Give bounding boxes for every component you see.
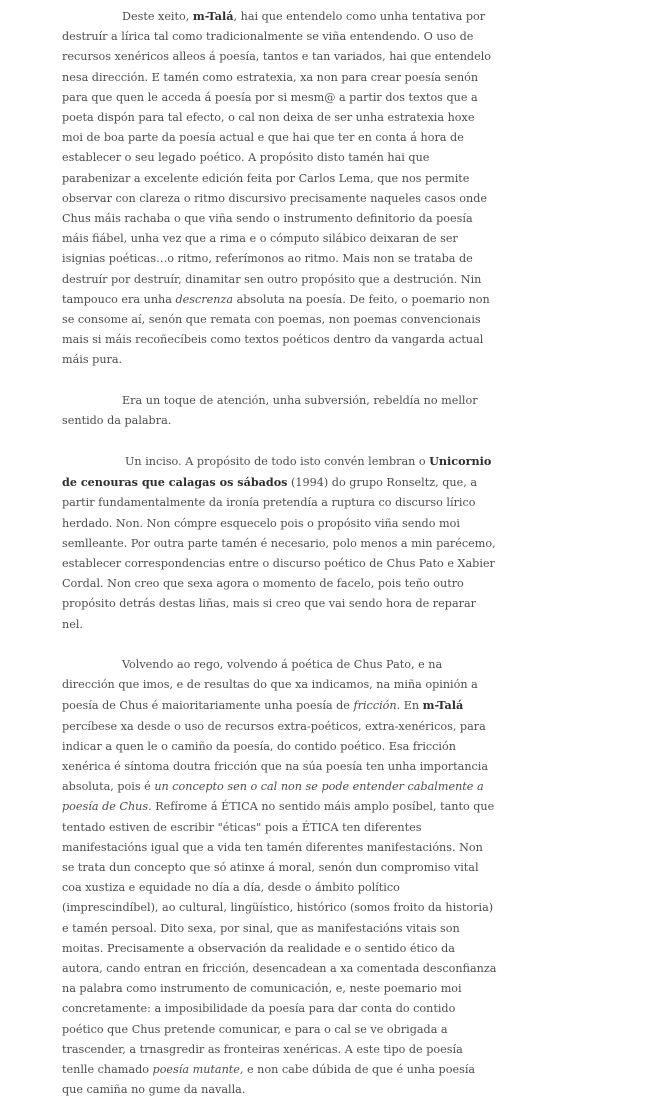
paragraph-2 <box>62 391 498 431</box>
paragraph-4-text-1: Volvendo ao rego, volvendo á poética de Chus Pato, e na dirección que imos, e de resultas do que xa indicamos, na miña opinión a poesía de Chus é maioritariamente unha poesía de <box>62 657 478 713</box>
paragraph-4-text-3: percíbese xa desde o uso de recursos extra-poéticos, extra-xenéricos, para indicar a quen le o camiño da poesía, do contido poético. Esa fricción xenérica é síntoma doutra fricción que na súa poesía ten unha importancia absoluta, pois é <box>62 719 489 794</box>
paragraph-1-text-3: absoluta na poesía. De feito, o poemario non se consome aí, senón que remata con poemas, non poemas convencionais mais si máis recoñecíbeis como textos poéticos dentro da vangarda actual máis pura. <box>62 292 490 367</box>
paragraph-1 <box>62 6 498 371</box>
paragraph-4-text-2: En <box>400 699 423 713</box>
paragraph-3 <box>62 451 498 635</box>
paragraph-1-text-2: , hai que entendelo como unha tentativa por destruír a lírica tal como tradicionalmente se viña entendendo. O uso de recursos xenéricos alleos á poesía, tantos e tan variados, hai que entendelo nesa dirección. E tamén como estratexia, xa non para crear poesía senón para que quen le acceda á poesía por si mesm@ a partir dos textos que a poeta dispón para tal efecto, o cal non deixa de ser unha estratexia hoxe moi de boa parte da poesía actual e que hai que ter en conta á hora de establecer o seu legado poético. A propósito disto tamén hai que parabenizar a excelente edición feita por Carlos Lema, que nos permite observar con clareza o ritmo discursivo precisamente naqueles casos onde Chus máis rachaba o que viña sendo o instrumento definitorio da poesía máis fiábel, unha vez que a rima e o cómputo silábico deixaran de ser isignias poéticas…o ritmo, referímonos ao ritmo. Mais non se trataba de destruír por destruír, dinamitar sen outro propósito que a destrución. Nin tampouco era unha <box>62 10 492 306</box>
book-title-m-tala: m-Talá <box>192 9 234 23</box>
book-title-m-tala-2: m-Talá <box>422 698 464 713</box>
paragraph-2-text: Era un toque de atención, unha subversión, rebeldía no mellor sentido da palabra. <box>62 393 478 427</box>
emphasis-concepto: un concepto sen o cal non se pode entender cabalmente a poesía de Chus. <box>62 780 484 814</box>
paragraph-1-text-1: Deste xeito, <box>122 10 193 23</box>
paragraph-3-text-2: (1994) do grupo Ronseltz, que, a partir fundamentalmente da ironía pretendía a ruptura co discurso lírico herdado. Non. Non cómpre esquecelo pois o propósito viña sendo moi semlleante. Por outra parte tamén é necesario, polo menos a min parécemo, establecer correspondencias entre o discurso poético de Chus Pato e Xabier Cordal. Non creo que sexa agora o momento de facelo, pois teño outro propósito detrás destas liñas, mais si creo que vai sendo hora de reparar nel. <box>62 476 496 631</box>
emphasis-descrenza: descrenza <box>175 292 234 306</box>
paragraph-4 <box>62 655 498 1100</box>
book-title-unicornio: Unicornio de cenouras que calagas os sábados <box>62 454 492 490</box>
article-body <box>62 6 498 1100</box>
paragraph-4-text-5: e non cabe dúbida de que é unha poesía que camiña no gume da navalla. <box>62 1062 476 1097</box>
paragraph-3-text-1: Un inciso. A propósito de todo isto convén lembran o <box>125 455 430 469</box>
emphasis-poesia-mutante: poesía mutante, <box>152 1062 244 1076</box>
emphasis-friccion: fricción. <box>353 699 401 713</box>
paragraph-4-text-4: Refírome á ÉTICA no sentido máis amplo posíbel, tanto que tentado estiven de escribir "éticas" pois a ÉTICA ten diferentes manifestacións igual que a vida ten tamén diferentes manifestacións. Non se trata dun concepto que só atinxe á moral, senón dun compromiso vital coa xustiza e equidade no día a día, desde o ámbito político (imprescindíbel), ao cultural, lingüístico, histórico (somos froito da historia) e tamén persoal. Dito sexa, por sinal, que as manifestacións vitais son moitas. Precisamente a observación da realidade e o sentido ético da autora, cando entran en fricción, desencadean a xa comentada desconfianza na palabra como instrumento de comunicación, e, neste poemario moi concretamente: a imposibilidade da poesía para dar conta do contido poético que Chus pretende comunicar, e para o cal se ve obrigada a trascender, a trnasgredir as fronteiras xenéricas. A este tipo de poesía tenlle chamado <box>62 800 497 1076</box>
